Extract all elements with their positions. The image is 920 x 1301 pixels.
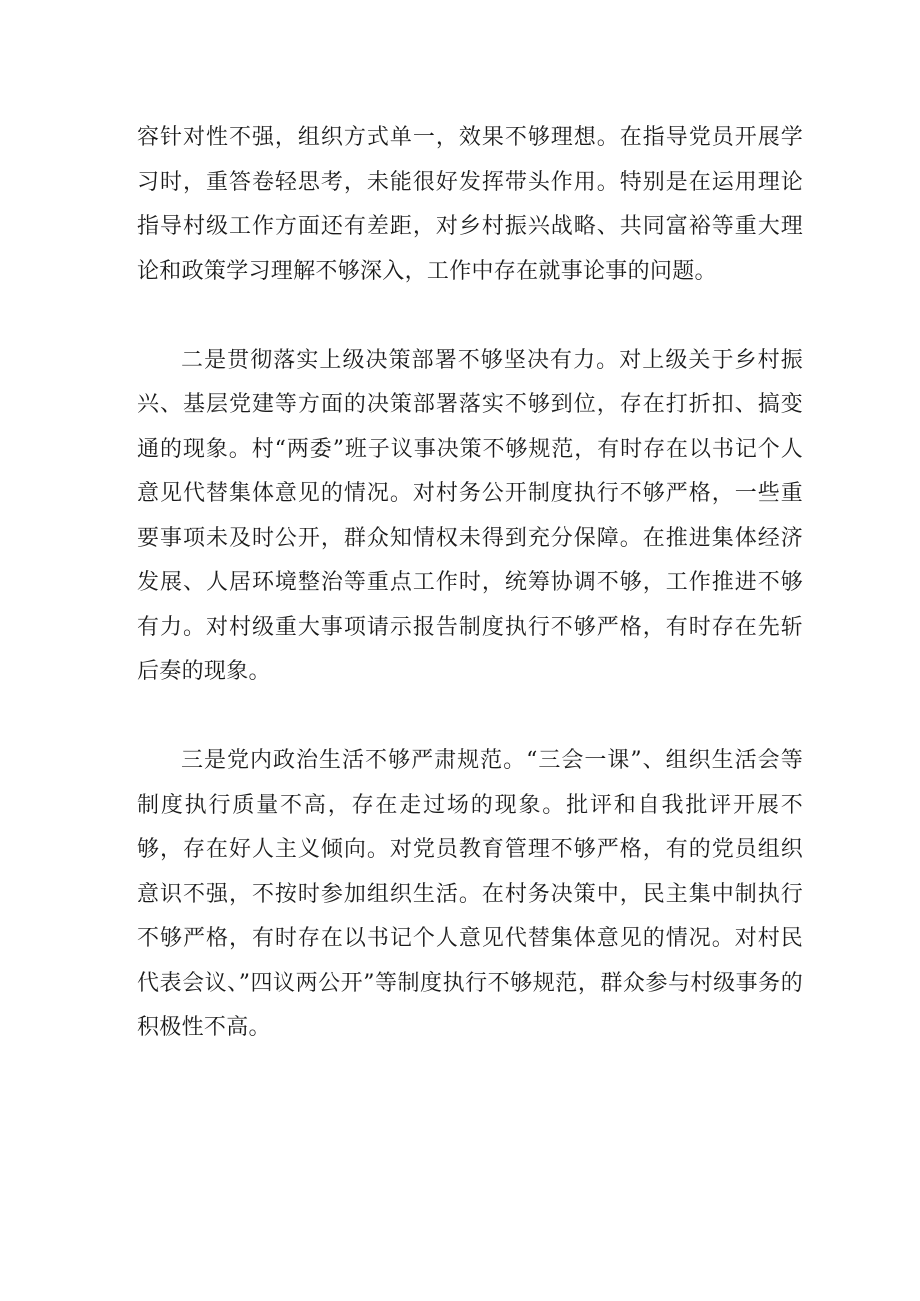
paragraph-2: 二是贯彻落实上级决策部署不够坚决有力。对上级关于乡村振兴、基层党建等方面的决策部署落实不够到位，存在打折扣、搞变通的现象。村“两委”班子议事决策不够规范，有时存在以书记个人意见代替集体意见的情况。对村务公开制度执行不够严格，一些重要事项未及时公开，群众知情权未得到充分保障。在推进集体经济发展、人居环境整治等重点工作时，统筹协调不够，工作推进不够有力。对村级重大事项请示报告制度执行不够严格，有时存在先斩后奏的现象。 (137, 347, 803, 684)
paragraph-3: 三是党内政治生活不够严肃规范。“三会一课”、组织生活会等制度执行质量不高，存在走过场的现象。批评和自我批评开展不够，存在好人主义倾向。对党员教育管理不够严格，有的党员组织意识不强，不按时参加组织生活。在村务决策中，民主集中制执行不够严格，有时存在以书记个人意见代替集体意见的情况。对村民代表会议、”四议两公开”等制度执行不够规范，群众参与村级事务的积极性不高。 (137, 748, 803, 1040)
paragraph-1: 容针对性不强，组织方式单一，效果不够理想。在指导党员开展学习时，重答卷轻思考，未能很好发挥带头作用。特别是在运用理论指导村级工作方面还有差距，对乡村振兴战略、共同富裕等重大理论和政策学习理解不够深入，工作中存在就事论事的问题。 (137, 125, 803, 284)
document-body (137, 116, 803, 1051)
